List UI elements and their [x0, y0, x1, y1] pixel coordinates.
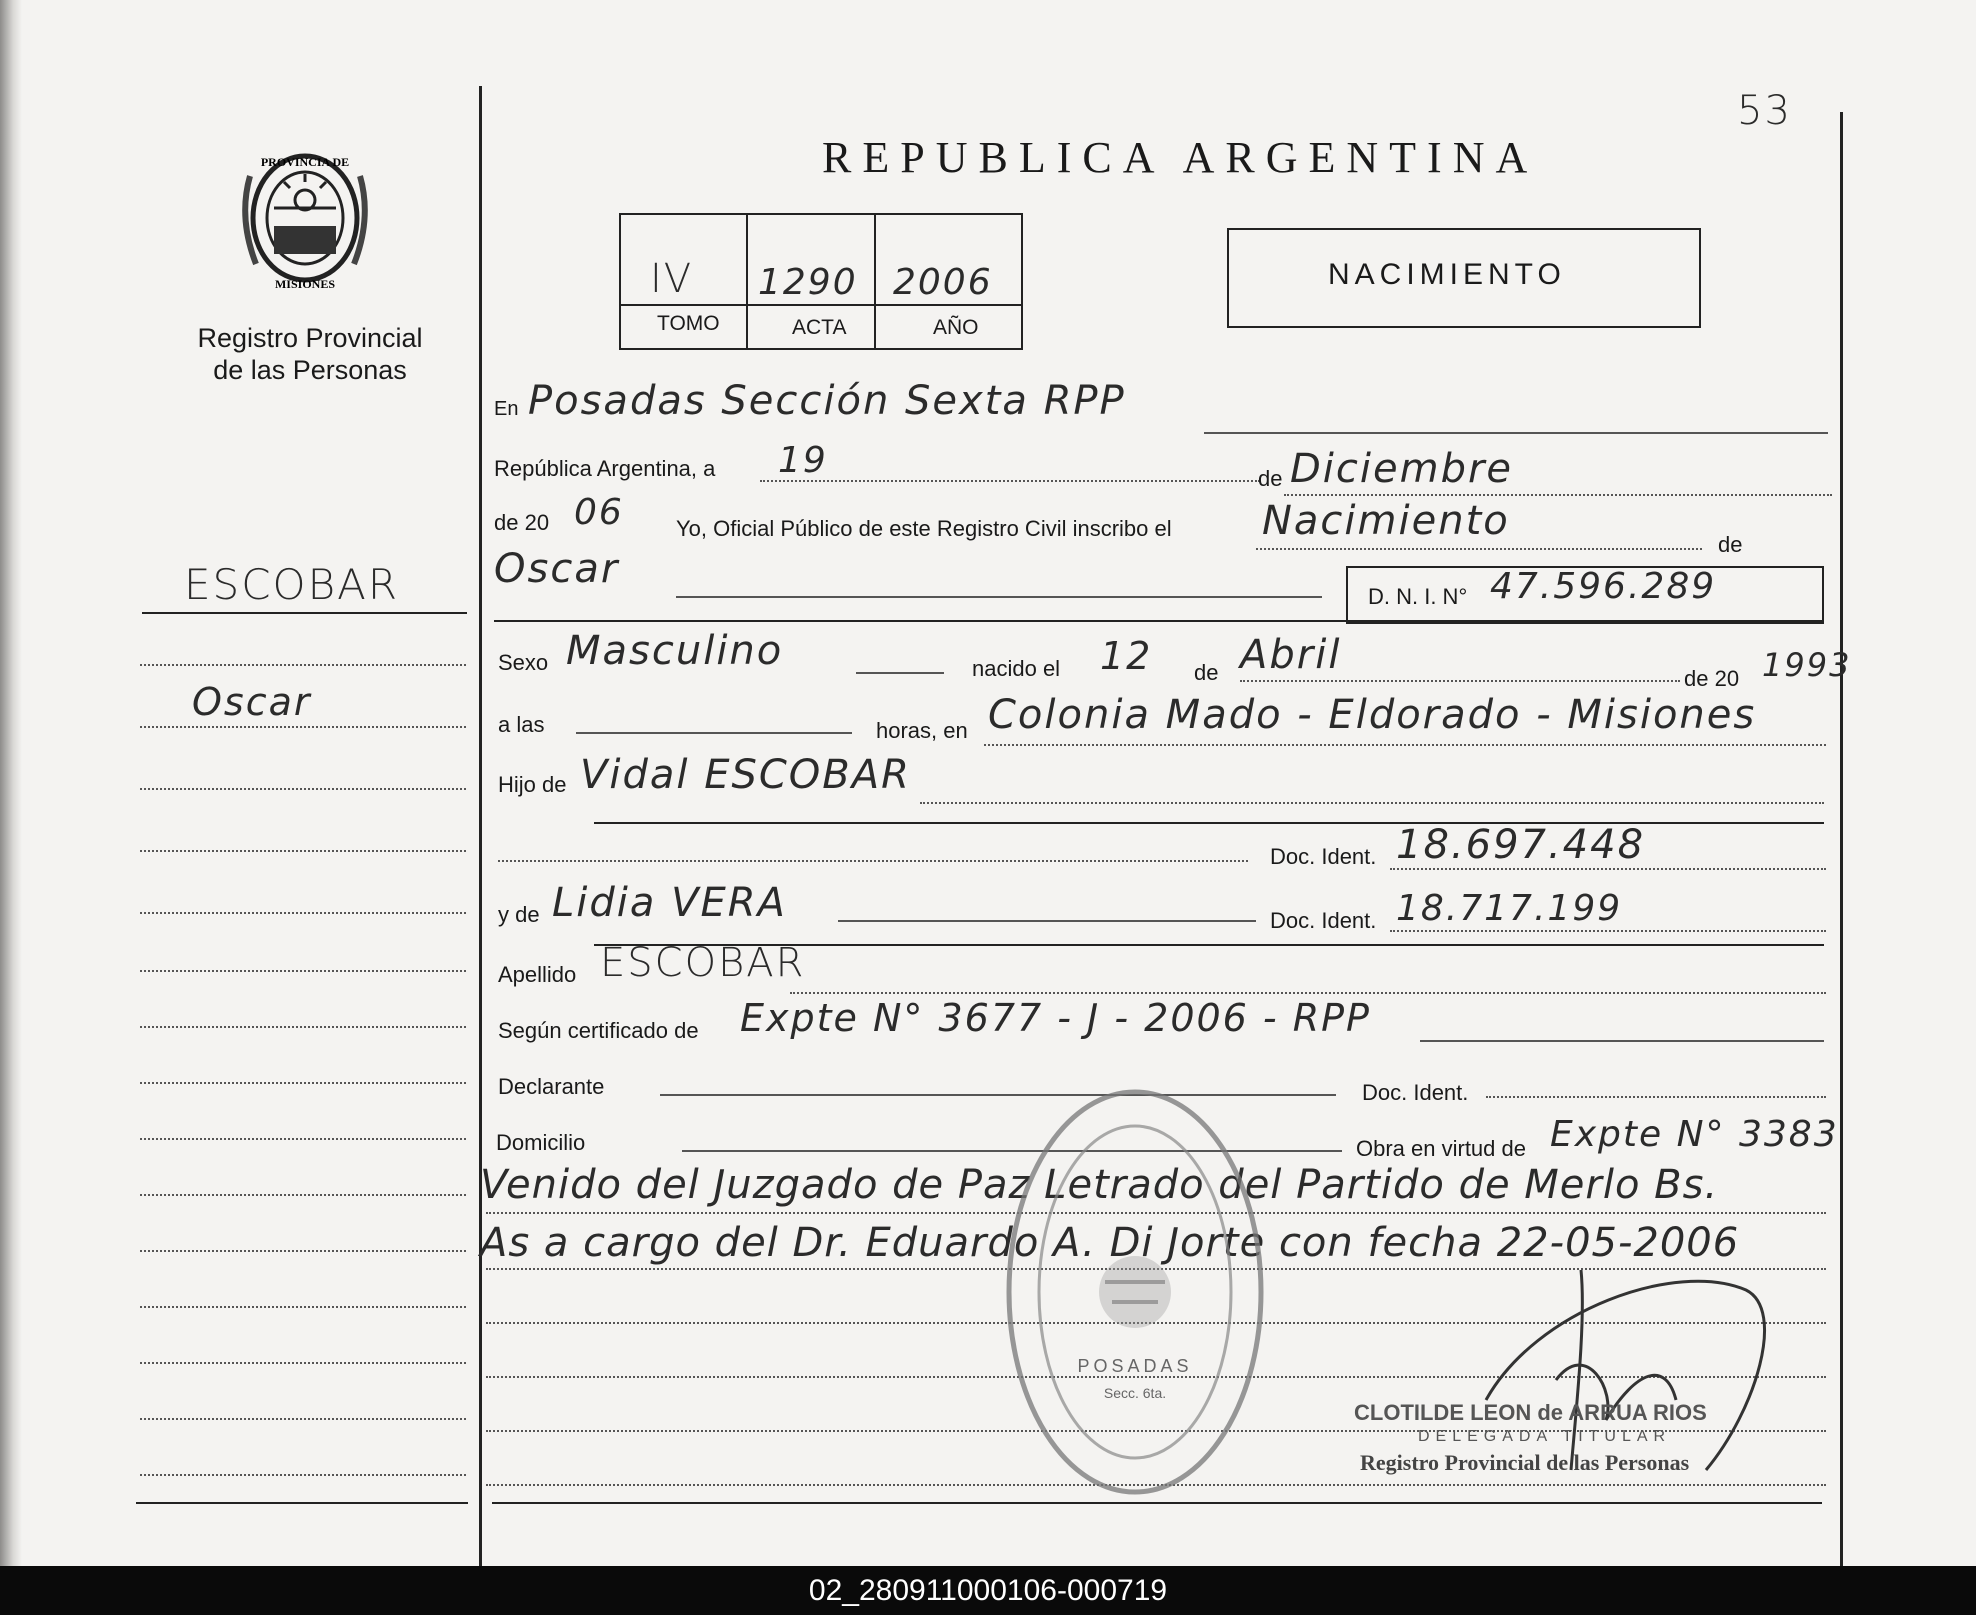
tomo-value: IV — [650, 256, 694, 302]
reference-divider-1 — [746, 213, 748, 348]
binding-edge — [0, 0, 22, 1566]
doc-ident-label-mother: Doc. Ident. — [1270, 908, 1377, 933]
reference-divider-2 — [874, 213, 876, 348]
father-extra-rule — [498, 860, 1248, 862]
obra-value: Expte N° 3383 — [1550, 1114, 1839, 1155]
margin-line-14 — [140, 1418, 466, 1420]
mother-doc-rule — [1390, 930, 1826, 932]
name-rule — [676, 596, 1322, 598]
margin-line-11 — [140, 1250, 466, 1252]
en-rule — [1204, 432, 1828, 434]
segun-label: Según certificado de — [498, 1018, 699, 1043]
oficial-text: Yo, Oficial Público de este Registro Civil inscribo el — [676, 516, 1172, 541]
apellido-rule — [790, 992, 1826, 994]
margin-line-3 — [140, 788, 466, 790]
declarante-label: Declarante — [498, 1074, 605, 1099]
sexo-value: Masculino — [566, 628, 784, 674]
acta-label: ACTA — [792, 316, 847, 339]
sexo-label: Sexo — [498, 650, 549, 675]
seal-top-text: PROVINCIA DE — [260, 155, 350, 169]
note-line-2: As a cargo del Dr. Eduardo A. Di Jorte con fecha 22-05-2006 — [480, 1220, 1740, 1266]
birth-day: 12 — [1100, 634, 1153, 678]
mother-rule — [838, 920, 1256, 922]
section-rule-1 — [494, 620, 1824, 622]
scan-code: 02_280911000106-000719 — [808, 1574, 1168, 1607]
margin-line-6 — [140, 970, 466, 972]
birth-month: Abril — [1240, 632, 1342, 678]
de-label-2: de — [1194, 660, 1219, 685]
de20-label: de 20 — [494, 510, 550, 535]
signatory-office: Registro Provincial de las Personas — [1360, 1450, 1690, 1475]
hijo-label: Hijo de — [498, 772, 567, 797]
yde-label: y de — [498, 902, 540, 927]
margin-bottom-rule — [136, 1502, 468, 1504]
en-value: Posadas Sección Sexta RPP — [528, 378, 1126, 424]
registry-name-line2: de las Personas — [213, 355, 407, 385]
registry-name — [160, 322, 460, 386]
acto-value: Nacimiento — [1262, 498, 1510, 544]
birth-year: 1993 — [1762, 646, 1852, 684]
margin-line-7 — [140, 1026, 466, 1028]
page-number: 53 — [1737, 88, 1792, 134]
ano-label: AÑO — [933, 316, 979, 339]
country-title: REPUBLICA ARGENTINA — [822, 133, 1539, 182]
act-type: NACIMIENTO — [1328, 258, 1566, 291]
signatory-name: CLOTILDE LEON de ARRUA RIOS — [1354, 1400, 1707, 1425]
signatory-title: DELEGADA TITULAR — [1418, 1428, 1672, 1445]
year-value: 06 — [574, 492, 624, 533]
acta-value: 1290 — [758, 262, 858, 303]
obra-label: Obra en virtud de — [1356, 1136, 1526, 1161]
nacido-label: nacido el — [972, 656, 1061, 681]
mother-doc: 18.717.199 — [1396, 888, 1623, 929]
horas-label: horas, en — [876, 718, 968, 743]
father-doc-rule — [1390, 868, 1826, 870]
father-value: Vidal ESCOBAR — [580, 752, 911, 798]
right-border — [1840, 112, 1843, 1566]
scan-code-bar — [0, 1566, 1976, 1615]
margin-name: Oscar — [192, 680, 312, 724]
sexo-rule — [856, 672, 944, 674]
en-label: En — [494, 398, 519, 420]
father-doc: 18.697.448 — [1396, 822, 1646, 868]
declarante-doc-rule — [1486, 1096, 1826, 1098]
margin-line-9 — [140, 1138, 466, 1140]
mother-value: Lidia VERA — [552, 880, 787, 926]
dni-value: 47.596.289 — [1490, 566, 1717, 607]
dni-label: D. N. I. N° — [1368, 584, 1468, 609]
place-rule — [984, 744, 1826, 746]
month-rule — [1284, 494, 1832, 496]
reference-label-rule — [619, 304, 1021, 306]
alas-rule — [576, 732, 852, 734]
margin-surname-rule — [142, 612, 467, 614]
de20-label-2: de 20 — [1684, 666, 1740, 691]
segun-rule — [1420, 1040, 1824, 1042]
margin-line-12 — [140, 1306, 466, 1308]
official-stamp-icon — [1000, 1082, 1270, 1502]
day-rule — [760, 480, 1260, 482]
margin-line-2 — [140, 726, 466, 728]
note-line-1: Venido del Juzgado de Paz Letrado del Partido de Merlo Bs. — [480, 1162, 1719, 1208]
month-value: Diciembre — [1290, 446, 1514, 492]
margin-line-13 — [140, 1362, 466, 1364]
seal-bottom-text: MISIONES — [274, 277, 336, 291]
margin-line-15 — [140, 1474, 466, 1476]
margin-line-4 — [140, 850, 466, 852]
provincial-seal-icon — [238, 146, 372, 294]
domicilio-label: Domicilio — [496, 1130, 586, 1155]
father-rule — [920, 802, 1824, 804]
day-value: 19 — [778, 440, 828, 481]
de-end-label: de — [1718, 532, 1743, 557]
republica-label: República Argentina, a — [494, 456, 716, 481]
margin-line-1 — [140, 664, 466, 666]
doc-ident-label-father: Doc. Ident. — [1270, 844, 1377, 869]
registry-name-line1: Registro Provincial — [197, 323, 423, 353]
margin-line-10 — [140, 1194, 466, 1196]
stamp-city: POSADAS — [1077, 1356, 1193, 1376]
segun-value: Expte N° 3677 - J - 2006 - RPP — [740, 996, 1371, 1040]
doc-ident-label-declarante: Doc. Ident. — [1362, 1080, 1469, 1105]
apellido-value: ESCOBAR — [600, 940, 806, 986]
place-value: Colonia Mado - Eldorado - Misiones — [988, 692, 1757, 738]
acto-rule — [1256, 548, 1702, 550]
margin-divider — [479, 86, 482, 1566]
margin-line-5 — [140, 912, 466, 914]
margin-line-8 — [140, 1082, 466, 1084]
margin-surname: ESCOBAR — [184, 560, 399, 609]
birth-month-rule — [1240, 680, 1680, 682]
tomo-label: TOMO — [657, 312, 720, 335]
stamp-section: Secc. 6ta. — [1103, 1385, 1167, 1401]
alas-label: a las — [498, 712, 545, 737]
ano-value: 2006 — [893, 262, 993, 303]
apellido-label: Apellido — [498, 962, 577, 987]
name-value: Oscar — [494, 546, 620, 592]
de-label: de — [1258, 466, 1283, 491]
